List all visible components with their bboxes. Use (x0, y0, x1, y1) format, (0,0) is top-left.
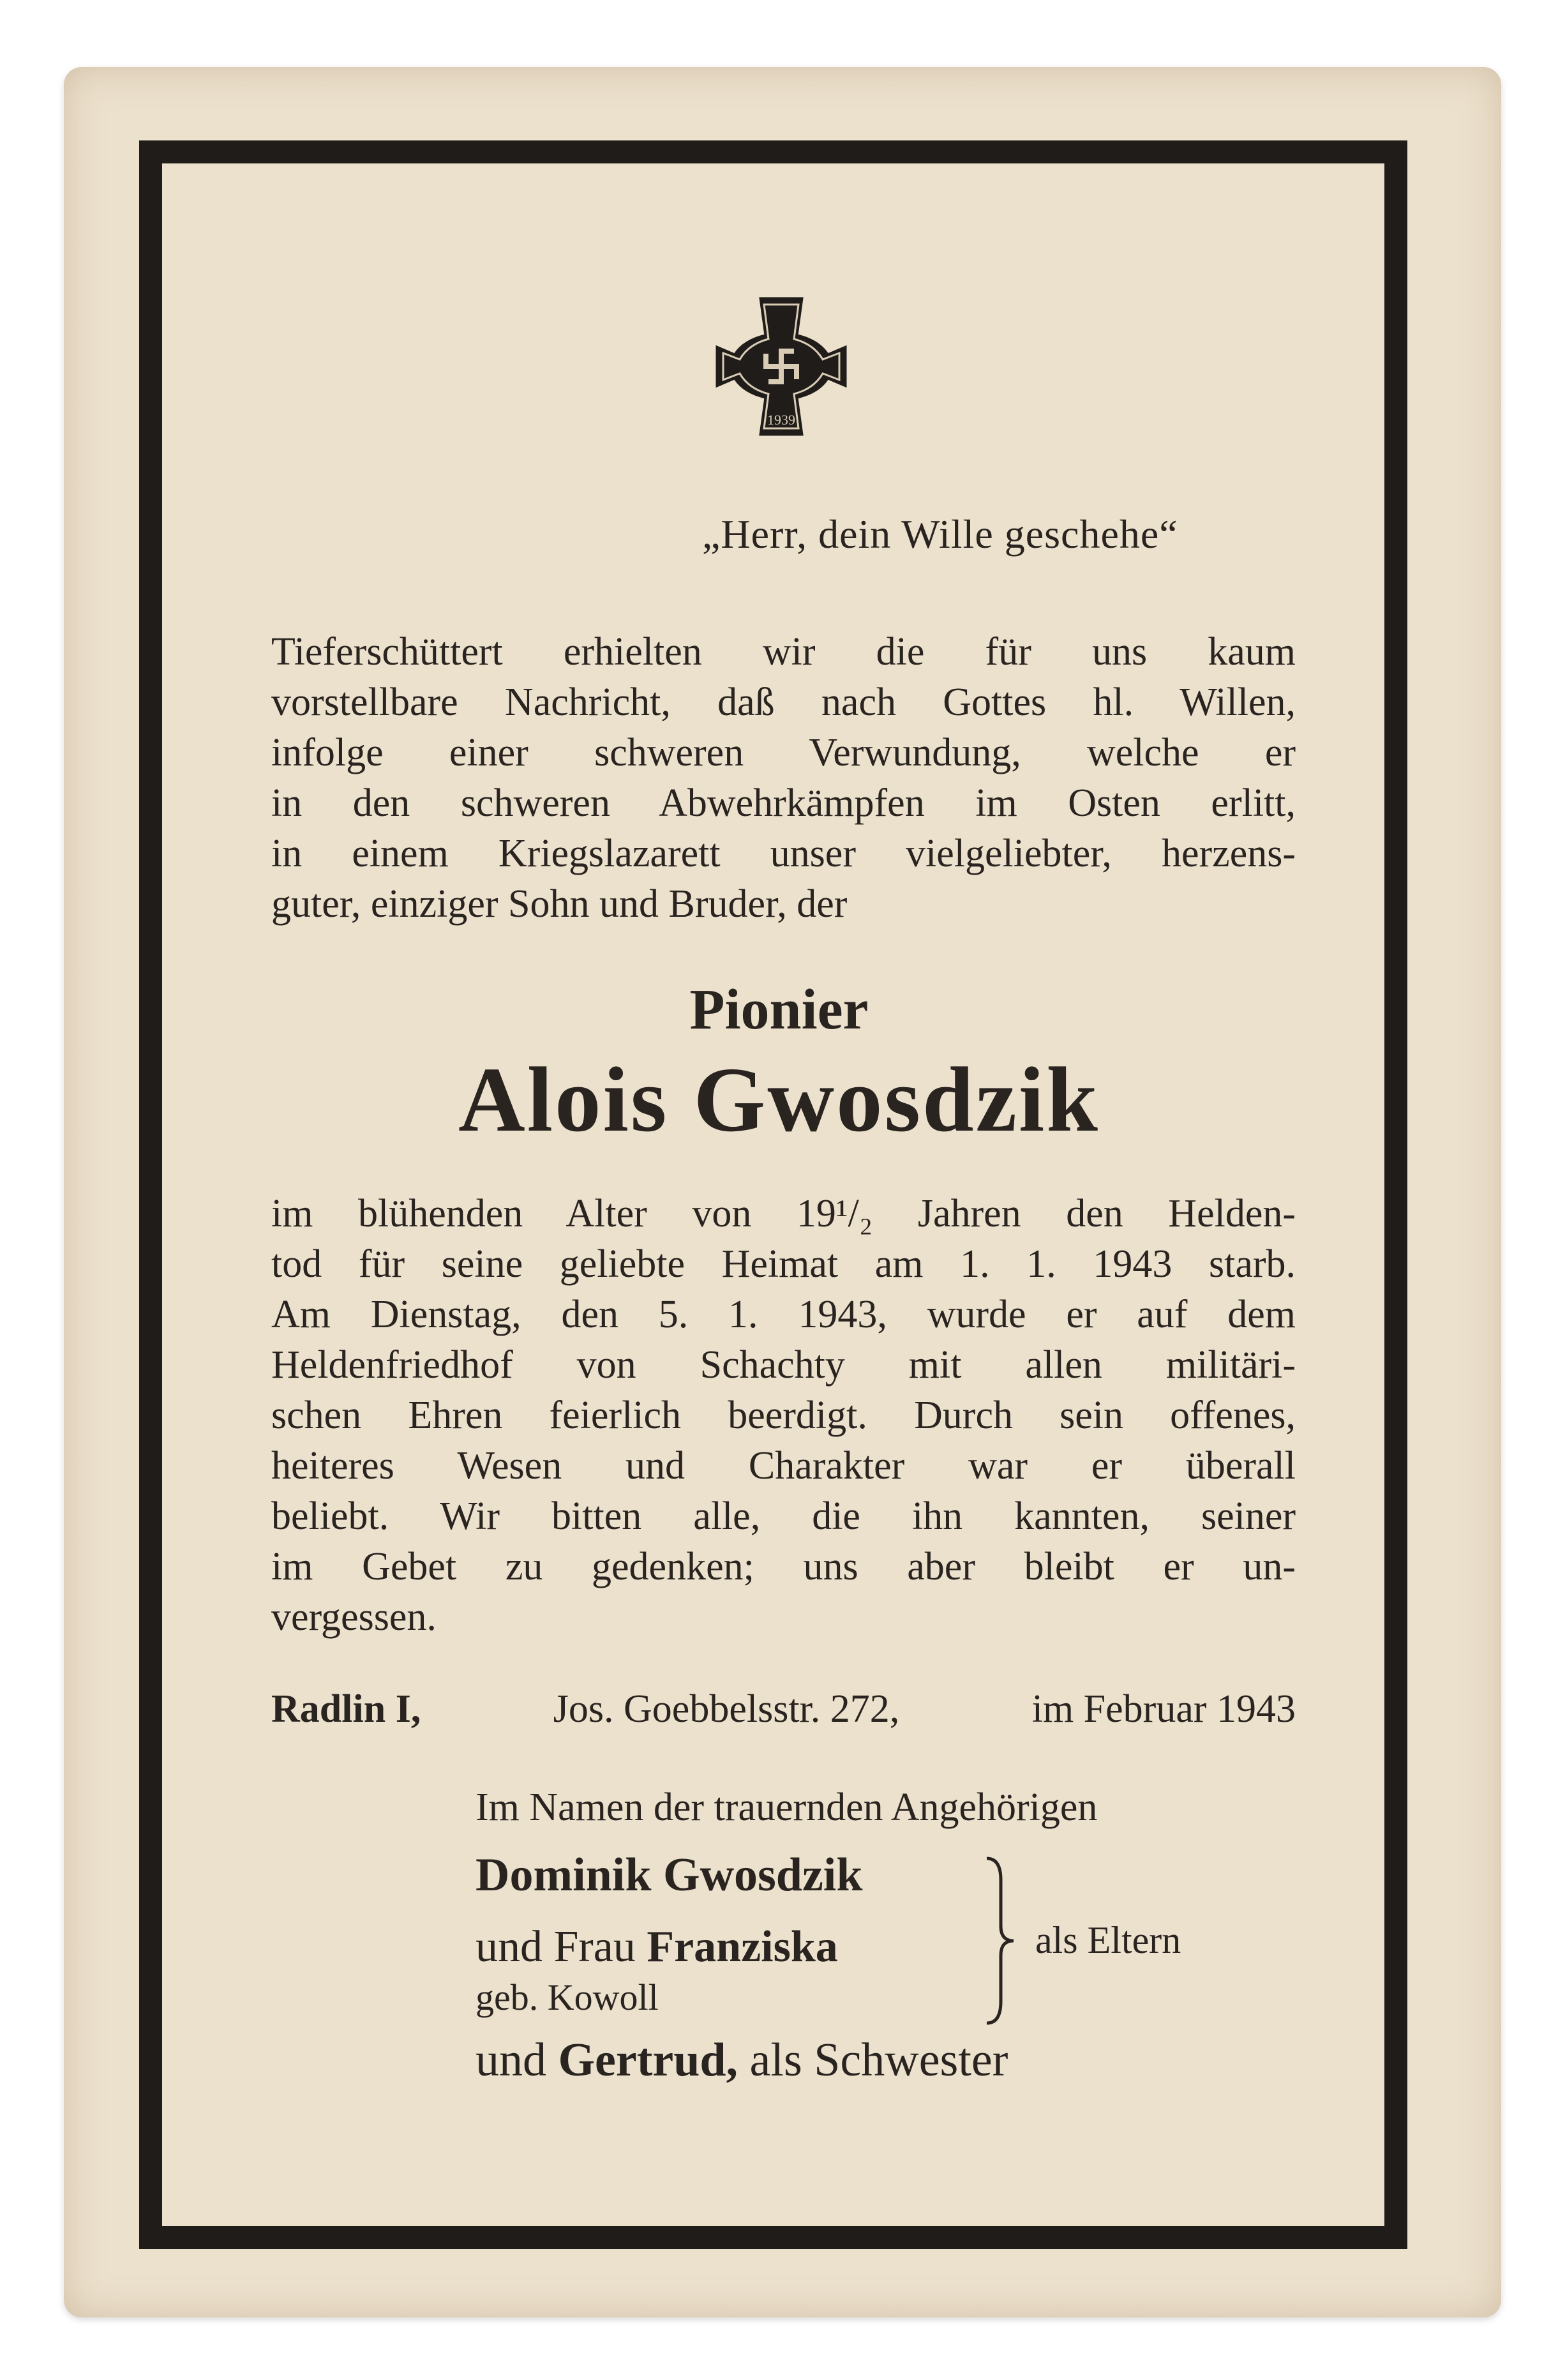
intro-paragraph (271, 627, 1296, 930)
deceased-name: Alois Gwosdzik (458, 1049, 1100, 1151)
parents-label: als Eltern (1035, 1919, 1181, 1961)
father-name: Dominik Gwosdzik (476, 1849, 863, 1901)
sister-line (476, 2033, 1008, 2088)
body-line: heiteres Wesen und Charakter war er überall (271, 1444, 1296, 1488)
sister-label: als Schwester (749, 2034, 1008, 2086)
mother-name: Franziska (647, 1922, 838, 1971)
body-line: Am Dienstag, den 5. 1. 1943, wurde er auf dem (271, 1293, 1296, 1336)
body-line: schen Ehren feierlich beerdigt. Durch sein offenes, (271, 1394, 1296, 1437)
intro-line: Tieferschüttert erhielten wir die für uns kaum (271, 630, 1296, 674)
family-intro: Im Namen der trauernden Angehörigen (476, 1786, 1098, 1829)
body-line: im Gebet zu gedenken; uns aber bleibt er un- (271, 1545, 1296, 1588)
body-line: vergessen. (271, 1595, 437, 1639)
body-line: Heldenfriedhof von Schachty mit allen militäri- (271, 1343, 1296, 1387)
maiden-name: geb. Kowoll (476, 1977, 659, 2018)
emblem-year: 1939 (767, 412, 795, 428)
town: Radlin I, (271, 1687, 421, 1731)
street: Jos. Goebbelsstr. 272, (553, 1687, 900, 1731)
intro-line: in den schweren Abwehrkämpfen im Osten erlitt, (271, 781, 1296, 825)
body-paragraph (271, 1189, 1296, 1643)
quote: „Herr, dein Wille geschehe“ (702, 511, 1178, 557)
body-line: tod für seine geliebte Heimat am 1. 1. 1943 starb. (271, 1242, 1296, 1286)
intro-line: vorstellbare Nachricht, daß nach Gottes hl. Willen, (271, 681, 1296, 724)
date: im Februar 1943 (1031, 1687, 1296, 1731)
place-date-line (271, 1687, 1296, 1732)
mother-line (476, 1922, 838, 1973)
sister-name: Gertrud, (558, 2034, 738, 2086)
intro-line: infolge einer schweren Verwundung, welche er (271, 731, 1296, 774)
and-label: und (476, 2034, 546, 2086)
and-wife-label: und Frau (476, 1922, 636, 1971)
intro-line: in einem Kriegslazarett unser vielgeliebter, herzens- (271, 832, 1296, 875)
body-line: im blühenden Alter von 19¹/₂ Jahren den Helden- (271, 1192, 1296, 1235)
rank: Pionier (689, 978, 869, 1041)
iron-cross-icon (710, 290, 852, 442)
body-line: beliebt. Wir bitten alle, die ihn kannten, seiner (271, 1495, 1296, 1538)
brace-icon (982, 1855, 1020, 2027)
intro-line: guter, einziger Sohn und Bruder, der (271, 882, 848, 926)
